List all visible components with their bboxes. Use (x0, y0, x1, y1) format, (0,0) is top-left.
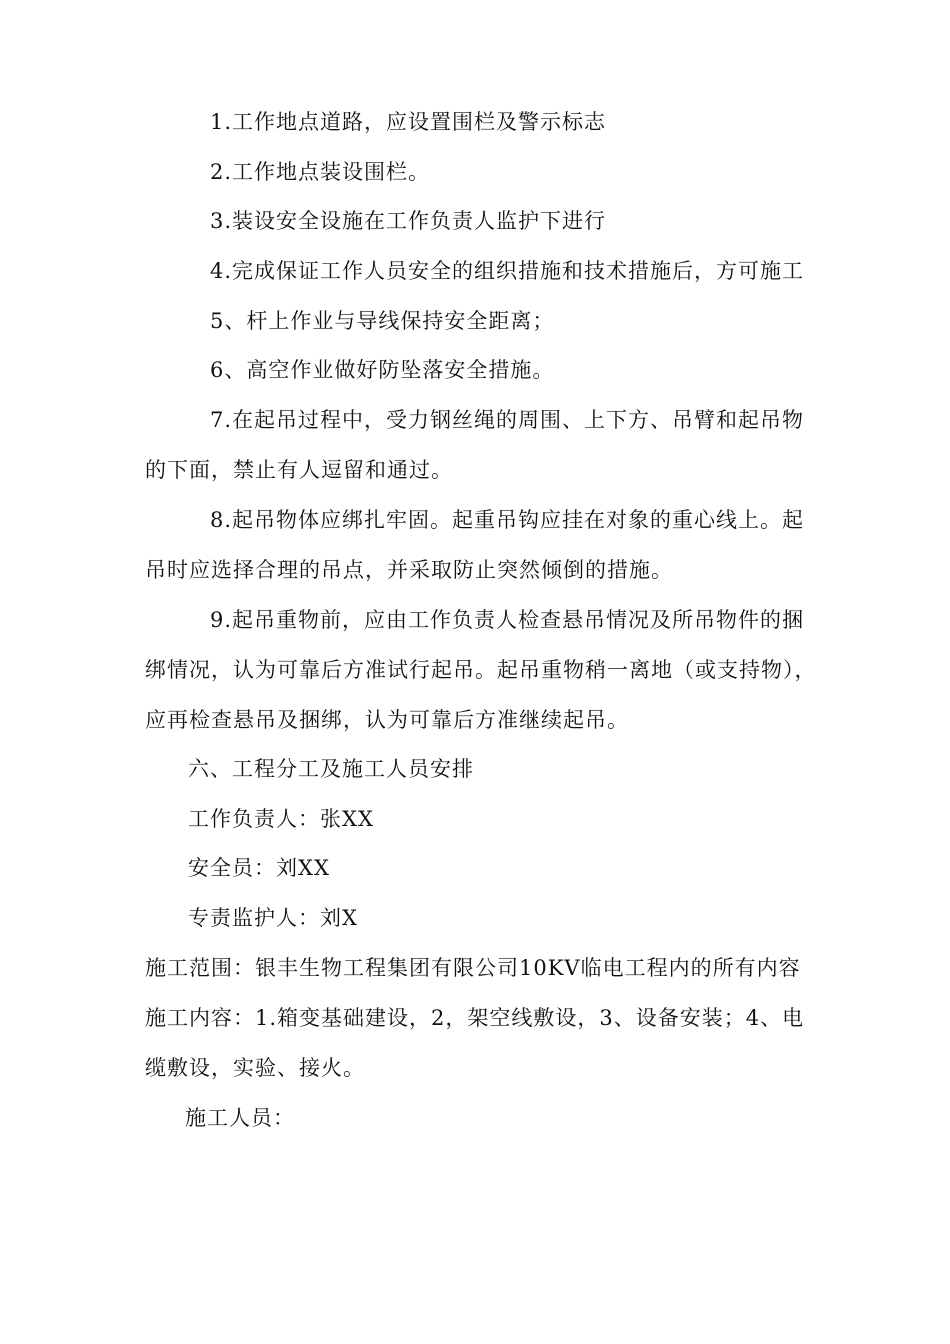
safety-item-8-line-1: 8.起吊物体应绑扎牢固。起重吊钩应挂在对象的重心线上。起 (210, 508, 805, 532)
safety-item-9-line-3: 应再检查悬吊及捆绑，认为可靠后方准继续起吊。 (145, 708, 629, 732)
construction-content-line-2: 缆敷设，实验、接火。 (145, 1056, 365, 1080)
construction-content-line-1: 施工内容：1.箱变基础建设，2，架空线敷设，3、设备安装；4、电 (145, 1006, 805, 1030)
safety-item-2: 2.工作地点装设围栏。 (210, 160, 431, 184)
construction-personnel: 施工人员： (185, 1106, 295, 1130)
safety-item-6: 6、高空作业做好防坠落安全措施。 (210, 358, 555, 382)
work-leader: 工作负责人：张XX (188, 807, 374, 831)
safety-item-1: 1.工作地点道路，应设置围栏及警示标志 (210, 110, 607, 134)
safety-item-9-line-2: 绑情况，认为可靠后方准试行起吊。起吊重物稍一离地（或支持物）， (145, 658, 817, 682)
section-heading-6: 六、工程分工及施工人员安排 (188, 757, 474, 781)
safety-officer: 安全员：刘XX (188, 856, 330, 880)
supervisor: 专责监护人：刘X (188, 906, 358, 930)
safety-item-8-line-2: 吊时应选择合理的吊点，并采取防止突然倾倒的措施。 (145, 558, 673, 582)
safety-item-9-line-1: 9.起吊重物前，应由工作负责人检查悬吊情况及所吊物件的捆 (210, 608, 805, 632)
safety-item-4: 4.完成保证工作人员安全的组织措施和技术措施后，方可施工 (210, 259, 805, 283)
construction-scope: 施工范围：银丰生物工程集团有限公司10KV临电工程内的所有内容 (145, 956, 801, 980)
safety-item-7-line-1: 7.在起吊过程中，受力钢丝绳的周围、上下方、吊臂和起吊物 (210, 408, 805, 432)
safety-item-7-line-2: 的下面，禁止有人逗留和通过。 (145, 458, 453, 482)
safety-item-3: 3.装设安全设施在工作负责人监护下进行 (210, 209, 607, 233)
safety-item-5: 5、杆上作业与导线保持安全距离； (210, 309, 555, 333)
